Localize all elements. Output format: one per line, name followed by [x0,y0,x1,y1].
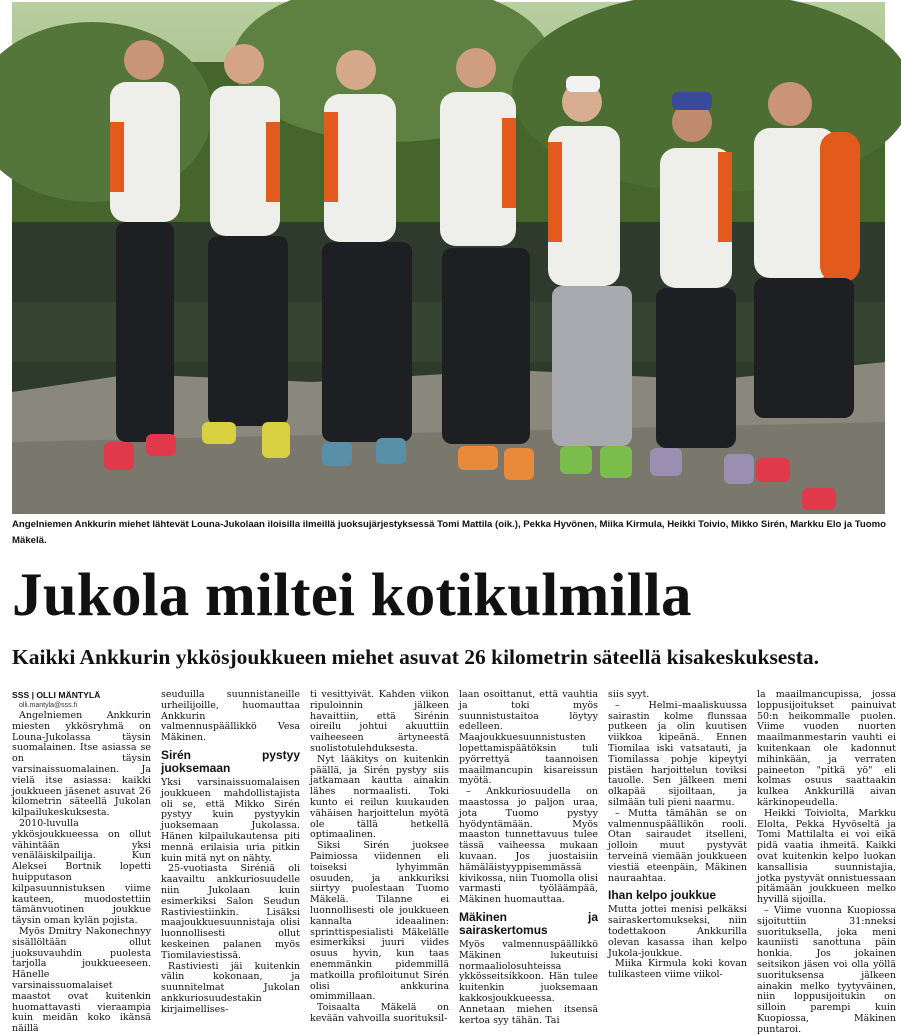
runner-2 [202,44,290,458]
article-body [12,689,896,1035]
paragraph: ti vesittyivät. Kahden viikon ripuloinnin jälkeen havaittiin, että Sirénin oireilu johtui akuuttiin vaiheeseen ärtyneestä suolistotulehduksesta. [310,689,449,754]
paragraph: – Viime vuonna Kuopiossa sijoituttiin 31:nneksi suorituksella, joka meni kauniisti sanottuna päin honkia. Jos jokainen seitsikon jäsen voi olla yöllä suorituksensa jälkeen ainakin melko tyytyväinen, niin loppusijoitukin on silloin parempi kuin Kuopiossa, Mäkinen puntaroi. [757,904,896,1035]
paragraph: Rastiviesti jäi kuitenkin välin kokonaan, ja suunnitelmat Jukolan ankkuriosuudestakin kirjaimellises- [161,960,300,1015]
headline: Jukola miltei kotikulmilla [12,562,692,629]
team-photo [12,2,885,514]
column-2 [161,689,300,1015]
paragraph: Siksi Sirén juoksee Paimiossa viidennen eli toiseksi lyhyimmän osuuden, ja ankkuriksi siirtyy puolestaan Tuomo Mäkelä. Tilanne ei luonnollisesti ole joukkueen kannalta ideaalinen: sprinttispesialisti Mäkelälle esimerkiksi juuri viides osuus hyvin, kun taas enemmänkin pidemmillä matkoilla profiloitunut Sirén olisi ankkurina omimmillaan. [310,840,449,1003]
paragraph: Myös valmennuspäällikkö Mäkinen lukeutuisi normaaliolosuhteissa ykkösseitsikkoon. Hän tulee kuitenkin juoksemaan kakkosjoukkueessa. Annetaan miehen itsensä kertoa syy tähän. Tai [459,938,598,1026]
paragraph: Nyt lääkitys on kuitenkin päällä, ja Sirén pystyy siis jatkamaan kautta ainakin lähes normaalisti. Toki kunto ei reilun kuukauden vähäisen harjoittelun myötä ole tällä hetkellä optimaalinen. [310,753,449,841]
paragraph: Miika Kirmula koki kovan tulikasteen viime viikol- [608,958,747,981]
paragraph: siis syyt. [608,689,650,700]
paragraph: Mutta jottei menisi pelkäksi sairaskertomukseksi, niin todettakoon Ankkurilla olevan kasassa ihan kelpo Jukola-joukkue. [608,904,747,959]
paragraph: 2010-luvulla ykkösjoukkueessa on ollut vähintään yksi venäläiskilpailija. Kun Aleksei Bortnik lopetti huipputason kilpasuunnistuksen viime kauteen, muodostettiin tämänvuotinen joukkue täysin oman kylän pojista. [12,817,151,927]
column-4 [459,689,598,1026]
paragraph: Yksi varsinaissuomalaisen joukkueen mahdollistajista oli se, että Mikko Sirén pystyy kuin pystyykin juoksemaan Jukolassa. Hänen kilpailukautensa piti mennä erilaisia uria pitkin kuin mitä nyt on nähty. [161,776,300,864]
paragraph: – Helmi–maaliskuussa sairastin kolme flunssaa putkeen ja olin kuutisen viikkoa kipeänä. Ennen Tiomilaa iski vatsatauti, ja Tiomilassa pohje kipeytyi pistäen harjoittelun toviksi tauolle. Sen jälkeen meni olkapää sijoiltaan, ja silmään tuli pieni naarmu. [608,699,747,808]
section-heading: Ihan kelpo joukkue [608,888,717,903]
photo-caption: Angelniemen Ankkurin miehet lähtevät Louna-Jukolaan iloisilla ilmeillä juoksujärjestyksessä Tomi Mattila (oik.), Pekka Hyvönen, Miika Kirmula, Heikki Toivio, Mikko Sirén, Markku Elo ja Tuomo Mäkelä. [12,519,886,546]
paragraph: laan osoittanut, että vauhtia ja toki myös suunnistustaitoa löytyy edelleen. Maajoukkuesuunnistusten lopettamispäätöksin tuli pyörrettyä taannoisen maailmancupin kisareissun myötä. [459,689,598,787]
paragraph: Toisaalta Mäkelä on kevään vahvoilla suorituksil- [310,1002,449,1024]
column-3 [310,689,449,1024]
subheadline: Kaikki Ankkurin ykkösjoukkueen miehet asuvat 26 kilometrin säteellä kisakeskuksesta. [12,645,820,669]
column-1 [12,690,151,1035]
paragraph: 25-vuotiasta Siréniä oli kaavailtu ankkuriosuudelle niin Jukolaan kuin esimerkiksi Salon Seudun Rastiviestiinkin. Lisäksi maajoukkuesuunnistaja olisi luonnollisesti ollut keskeinen palanen myös Tiomilaviestissä. [161,863,300,961]
team-photo-illustration [12,2,885,514]
byline: SSS | OLLI MÄNTYLÄ [12,690,101,700]
section-heading: Sirén pystyy juoksemaan [161,747,300,775]
column-6 [757,689,896,1035]
paragraph: Angelniemen Ankkurin miesten ykkösryhmä on Louna-Jukolassa täysin suomalainen. Itse asiassa se on täysin varsinaissuomalainen. Ja vielä itse asiassa: kaikki joukkueen jäsenet asuvat 26 kilometrin säteellä Jukolan kilpailukeskuksesta. [12,710,151,819]
column-5 [608,690,747,1010]
paragraph: – Mutta tämähän se on valmennuspäällikön rooli. Otan sairaudet itselleni, jolloin muut pystyvät terveinä viemään joukkueen viestiä eteenpäin, Mäkinen nauraahtaa. [608,807,747,884]
paragraph: Myös Dmitry Nakonechnyy sisällöltään ollut juoksuvauhdin puolesta tarjolla joukkueeseen. Hänelle varsinaissuomalaiset maastot ovat kuitenkin huomattavasti vieraampia kuin meidän koko ikänsä näillä [12,925,151,1035]
paragraph: Heikki Toiviolta, Markku Elolta, Pekka Hyvöseltä ja Tomi Mattilalta ei voi eikä pidä vaatia ihmeitä. Kaikki ovat kuitenkin kelpo luokan kansallisia suunnistajia, jotka pystyvät onnistuessaan pitämään joukkueen melko hyvillä sijoilla. [757,807,896,906]
paragraph: seuduilla suunnistaneille urheilijoille, huomauttaa Ankkurin valmennuspäällikkö Vesa Mäkinen. [161,689,300,744]
paragraph: – Ankkuriosuudella on maastossa jo paljon uraa, jota Tuomo pystyy hyödyntämään. Myös maaston tunnettavuus tulee tässä vaiheessa mukaan kuvaan. Jos juostaisiin hämäläistyyppisemmässä kivikossa, niin Tuomolla olisi varmasti työläämpää, Mäkinen huomauttaa. [459,786,598,906]
section-heading: Mäkinen ja sairaskertomus [459,909,598,937]
author-email: olli.mantyla@sss.fi [19,702,78,709]
paragraph: la maailmancupissa, jossa loppusijoitukset painuivat 50:n heikommalle puolen. Viime vuoden nuorten maailmanmestarin vauhti ei kuitenkaan ole kadonnut mihinkään, ja verraten paineeton "pitkä yö" eli kolmas osuus saattaakin kulkea Ankkurillä aivan kärkinopeudella. [757,689,896,808]
